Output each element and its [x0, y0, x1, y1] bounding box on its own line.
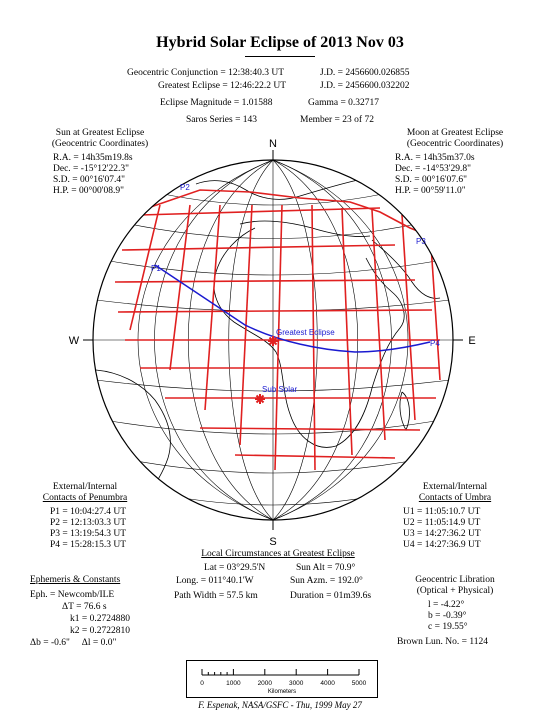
greatest-eclipse-jd: J.D. = 2456600.032202	[320, 81, 410, 91]
scale-unit: Kilometers	[267, 689, 297, 695]
greatest-eclipse-label: Greatest Eclipse	[276, 328, 335, 337]
east-label: E	[468, 335, 476, 347]
scale-tick-label: 0	[200, 680, 204, 687]
ephem-delta-t: ΔT = 76.6 s	[62, 602, 107, 612]
scale-tick-label: 3000	[288, 680, 304, 687]
greatest-eclipse-text: Greatest Eclipse = 12:46:22.2 UT	[158, 81, 287, 91]
eclipse-magnitude: Eclipse Magnitude = 1.01588	[160, 98, 273, 108]
ephem-heading: Ephemeris & Constants	[30, 575, 121, 585]
central-path-line	[155, 265, 430, 352]
north-label: N	[269, 138, 277, 150]
local-heading: Local Circumstances at Greatest Eclipse	[201, 549, 355, 559]
sub-solar-marker	[255, 394, 265, 404]
sun-heading: Sun at Greatest Eclipse (Geocentric Coordinates)	[51, 128, 149, 149]
gamma: Gamma = 0.32717	[308, 98, 380, 108]
south-label: S	[269, 536, 277, 548]
page-title: Hybrid Solar Eclipse of 2013 Nov 03	[156, 34, 404, 51]
conjunction-text: Geocentric Conjunction = 12:38:40.3 UT	[127, 68, 285, 78]
p3-label: P3	[416, 237, 426, 246]
scale-tick-label: 2000	[257, 680, 273, 687]
conjunction-jd: J.D. = 2456600.026855	[320, 68, 410, 78]
umbra-heading: External/Internal Contacts of Umbra	[418, 482, 492, 503]
ephem-k1: k1 = 0.2724880	[70, 614, 130, 624]
local-duration: Duration = 01m39.6s	[290, 591, 372, 601]
greatest-eclipse-marker	[268, 336, 278, 346]
credit-line: F. Espenak, NASA/GSFC - Thu, 1999 May 27	[198, 700, 362, 710]
scale-tick-label: 5000	[351, 680, 367, 687]
scale-tick-label: 4000	[320, 680, 335, 687]
scale-bar	[186, 660, 378, 698]
penumbra-contacts: P1 = 10:04:27.4 UT P2 = 12:13:03.3 UT P3 = 13:19:54.3 UT P4 = 15:28:15.3 UT	[50, 507, 127, 550]
west-label: W	[68, 335, 80, 347]
local-path-width: Path Width = 57.5 km	[174, 591, 258, 601]
local-lat: Lat = 03°29.5'N	[204, 563, 266, 573]
ephem-eph: Eph. = Newcomb/ILE	[30, 590, 115, 600]
ephem-delta-b-l: Δb = -0.6" Δl = 0.0"	[30, 638, 117, 648]
brown-lunation: Brown Lun. No. = 1124	[397, 637, 489, 647]
local-sun-alt: Sun Alt = 70.9°	[296, 563, 356, 573]
libration-heading: Geocentric Libration (Optical + Physical)	[415, 575, 495, 596]
ephem-k2: k2 = 0.2722810	[70, 626, 130, 636]
sub-solar-label: Sub Solar	[262, 385, 298, 394]
sun-coordinates: R.A. = 14h35m19.8s Dec. = -15°12'22.3" S.D. = 00°16'07.4" H.P. = 00°00'08.9"	[53, 153, 133, 196]
p2-label: P2	[180, 183, 190, 192]
moon-coordinates: R.A. = 14h35m37.0s Dec. = -14°53'29.8" S.D. = 00°16'07.6" H.P. = 00°59'11.0"	[395, 153, 475, 196]
moon-heading: Moon at Greatest Eclipse (Geocentric Coordinates)	[406, 128, 504, 149]
saros-series: Saros Series = 143	[186, 115, 258, 125]
scale-tick-label: 1000	[226, 680, 241, 687]
saros-member: Member = 23 of 72	[300, 115, 374, 125]
penumbra-heading: External/Internal Contacts of Penumbra	[42, 482, 128, 503]
umbra-contacts: U1 = 11:05:10.7 UT U2 = 11:05:14.9 UT U3 = 14:27:36.2 UT U4 = 14:27:36.9 UT	[403, 507, 481, 550]
p4-label: P4	[430, 339, 440, 348]
local-long: Long. = 011°40.1'W	[176, 576, 254, 586]
p1-label: P1	[151, 264, 161, 273]
local-sun-azm: Sun Azm. = 192.0°	[290, 576, 363, 586]
libration-values: l = -4.22° b = -0.39° c = 19.55°	[428, 600, 468, 632]
